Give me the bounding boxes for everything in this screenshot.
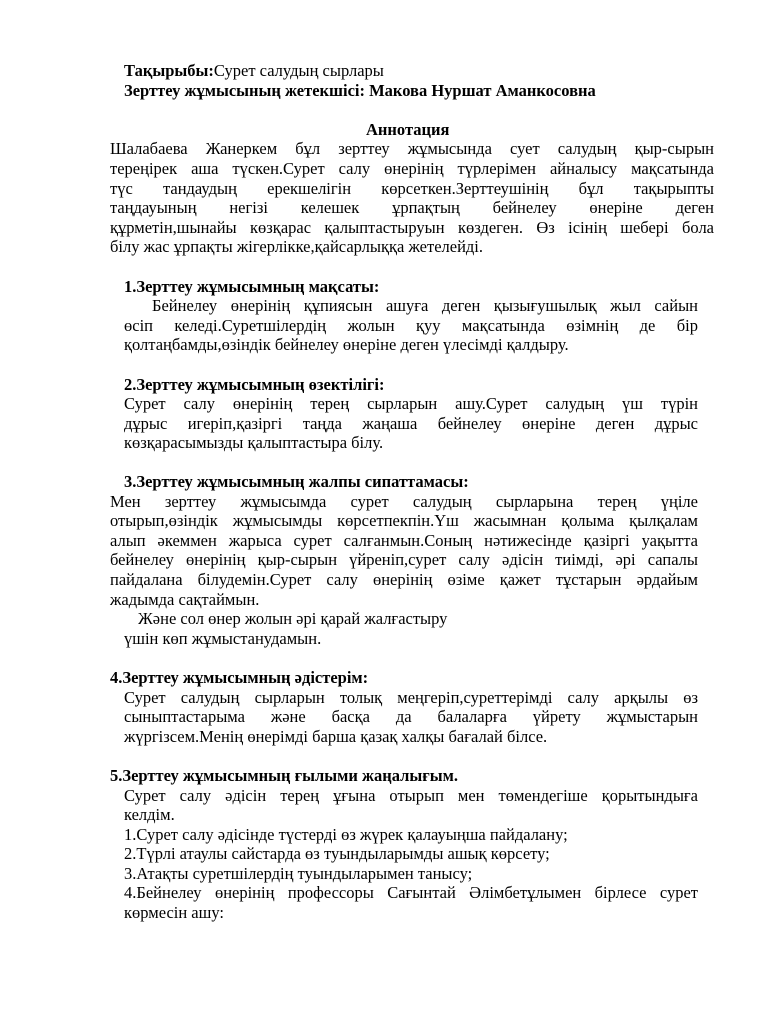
section-5-line: Сурет салу әдісін терең ұғына отырып мен төмендегіше қорытындыға: [124, 786, 698, 805]
supervisor-line: Зерттеу жұмысының жетекшісі: Макова Нуршат Аманкосовна: [124, 81, 596, 100]
topic-line: [124, 61, 384, 81]
topic-label: Тақырыбы:: [124, 61, 214, 80]
section-3-line: Мен зерттеу жұмысымда сурет салудың сырларына терең үңіле: [110, 492, 698, 511]
section-3-line: үшін көп жұмыстанудамын.: [124, 629, 322, 648]
section-3-line: отырып,өзіндік жұмысымды көрсетпекпін.Үш жасымнан қолыма қылқалам: [110, 511, 698, 530]
section-3-line: жадымда сақтаймын.: [110, 590, 260, 609]
section-1-heading: 1.Зерттеу жұмысымның мақсаты:: [124, 277, 380, 296]
annotation-line: құрметін,шынайы көзқарас қалыптастыруын көздеген. Өз ісінің шебері бола: [110, 218, 714, 237]
section-2-line: көзқарасымызды қалыптастыра білу.: [124, 433, 384, 452]
annotation-line: тереңірек аша түскен.Сурет салу өнерінің түрлерімен айналысу мақсатында: [110, 159, 714, 178]
section-3-line: алып әкеммен жарыса сурет салғанмын.Соның нәтижесінде қазіргі уақытта: [110, 531, 698, 550]
section-5-line: келдім.: [124, 805, 175, 824]
section-5-line: көрмесін ашу:: [124, 903, 224, 922]
section-2-heading: 2.Зерттеу жұмысымның өзектілігі:: [124, 375, 385, 394]
annotation-line: Шалабаева Жанеркем бұл зерттеу жұмысында сует салудың қыр-сырын: [110, 139, 714, 158]
section-4-line: жүргізсем.Менің өнерімді барша қазақ халқы бағалай білсе.: [124, 727, 548, 746]
section-3-line: бейнелеу өнерінің қыр-сырын үйреніп,сурет салу әдісін тиімді, әрі сапалы: [110, 550, 698, 569]
annotation-line: таңдауының негізі келешек ұрпақтың бейнелеу өнеріне деген: [110, 198, 714, 217]
section-4-heading: 4.Зерттеу жұмысымның әдістерім:: [110, 668, 369, 687]
section-4-line: Сурет салудың сырларын толық меңгеріп,суреттерімді салу арқылы өз: [124, 688, 698, 707]
section-1-line: Бейнелеу өнерінің құпиясын ашуға деген қызығушылық жыл сайын: [152, 296, 698, 315]
section-5-line: 3.Атақты суретшілердің туындыларымен танысу;: [124, 864, 473, 883]
section-2-line: Сурет салу өнерінің терең сырларын ашу.Сурет салудың үш түрін: [124, 394, 698, 413]
section-4-line: сыныптастарыма және басқа да балаларға үйрету жұмыстарын: [124, 707, 698, 726]
section-1-line: қолтаңбамды,өзіндік бейнелеу өнеріне деген үлесімді қалдыру.: [124, 335, 569, 354]
section-3-heading: 3.Зерттеу жұмысымның жалпы сипаттамасы:: [124, 472, 469, 491]
annotation-line: білу жас ұрпақты жігерлікке,қайсарлыққа жетелейді.: [110, 237, 484, 256]
section-1-line: өсіп келеді.Суретшілердің жолын қуу мақсатында өзімнің де бір: [124, 316, 698, 335]
section-5-line: 2.Түрлі атаулы сайстарда өз туындыларымды ашық көрсету;: [124, 844, 550, 863]
section-5-heading: 5.Зерттеу жұмысымның ғылыми жаңалығым.: [110, 766, 459, 785]
section-5-line: 1.Сурет салу әдісінде түстерді өз жүрек қалауыңша пайдалану;: [124, 825, 568, 844]
annotation-line: түс тандаудың ерекшелігін көрсеткен.Зерттеушінің бұл тақырыпты: [110, 179, 714, 198]
annotation-heading: Аннотация: [366, 120, 450, 139]
section-3-line: Және сол өнер жолын әрі қарай жалғастыру: [138, 609, 448, 628]
section-3-line: пайдалана білудемін.Сурет салу өнерінің өзіме қажет тұстарын әрдайым: [110, 570, 698, 589]
topic-value: Сурет салудың сырлары: [213, 61, 384, 80]
section-5-line: 4.Бейнелеу өнерінің профессоры Сағынтай Әлімбетұлымен бірлесе сурет: [124, 883, 698, 902]
section-2-line: дұрыс игеріп,қазіргі таңда жаңаша бейнелеу өнеріне деген дұрыс: [124, 414, 698, 433]
